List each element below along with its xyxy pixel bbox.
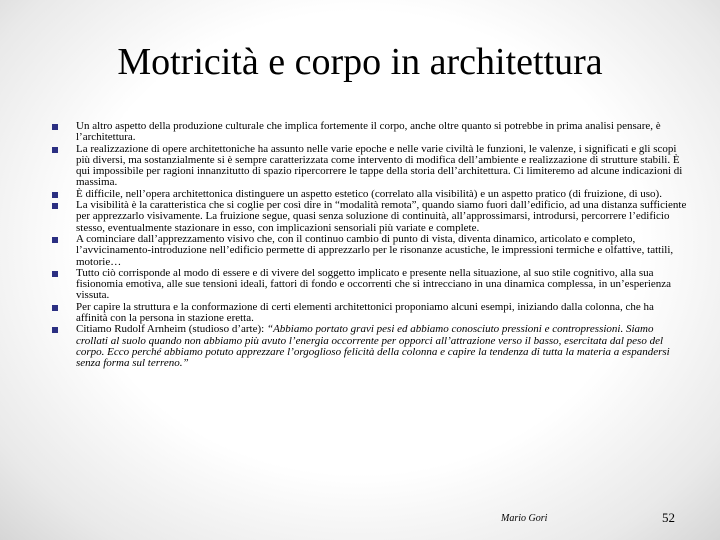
square-bullet-icon bbox=[52, 147, 58, 153]
bullet-item bbox=[52, 302, 688, 325]
bullet-item bbox=[52, 200, 688, 234]
square-bullet-icon bbox=[52, 237, 58, 243]
author-footer: Mario Gori bbox=[501, 513, 548, 524]
square-bullet-icon bbox=[52, 327, 58, 333]
square-bullet-icon bbox=[52, 124, 58, 130]
bullet-item bbox=[52, 234, 688, 268]
arnheim-quote: “Abbiamo portato gravi pesi ed abbiamo conosciuto pressioni e contropressioni. Siamo crollati al suolo quando non abbiamo più avuto l’energia occorrente per opporci all’attrazione verso il basso, esercitata dal peso del corpo. Ecco perché abbiamo potuto apprezzare l’orgoglioso felicità della colonna e capire la tendenza di tutta la materia a espandersi senza forma sul terreno.” bbox=[76, 323, 670, 370]
square-bullet-icon bbox=[52, 203, 58, 209]
square-bullet-icon bbox=[52, 271, 58, 277]
bullet-item bbox=[52, 324, 688, 369]
bullet-text: Per capire la struttura e la conformazione di certi elementi architettonici proponiamo alcuni esempi, iniziando dalla colonna, che ha affinità con la persona in stazione eretta. bbox=[76, 300, 654, 325]
bullet-text: La realizzazione di opere architettoniche ha assunto nelle varie epoche e nelle varie civiltà le funzioni, le valenze, i significati e gli scopi più diversi, ma sostanzialmente si è sempre caratterizzata come intervento di modifica dell’ambiente e realizzazione di strutture stabili. È qui impossibile per ragioni innanzitutto di spazio ripercorrere le tappe della storia dell’architettura. Ci limiteremo ad alcune indicazioni di massima. bbox=[76, 142, 683, 189]
bullet-item bbox=[52, 144, 688, 189]
bullet-item bbox=[52, 121, 688, 144]
square-bullet-icon bbox=[52, 305, 58, 311]
bullet-item bbox=[52, 268, 688, 302]
bullet-text: Citiamo Rudolf Arnheim (studioso d’arte): bbox=[76, 323, 267, 336]
bullet-list bbox=[52, 121, 688, 370]
slide-title: Motricità e corpo in architettura bbox=[117, 41, 603, 83]
page-number: 52 bbox=[662, 510, 675, 525]
bullet-text: Un altro aspetto della produzione culturale che implica fortemente il corpo, anche oltre quanto si potrebbe in prima analisi pensare, è l’architettura. bbox=[76, 120, 661, 144]
bullet-text: Tutto ciò corrisponde al modo di essere e di vivere del soggetto implicato e presente nella situazione, al suo stile cognitivo, alla sua fisionomia emotiva, alle sue tensioni ideali, fattori di fondo e occorrenti che si intrecciano in una dinamica complessa, in un’esperienza vissuta. bbox=[76, 266, 672, 302]
square-bullet-icon bbox=[52, 192, 58, 198]
bullet-text: La visibilità è la caratteristica che si coglie per così dire in “modalità remota”, quando siamo fuori dall’edificio, ad una distanza sufficiente per apprezzarlo visivamente. La fruizione segue, quasi senza soluzione di continuità, all’approssimarsi, introdursi, percorrere l’edificio stesso, eventualmente stazionare in esso, con implicazioni sensoriali più variate e complete. bbox=[76, 199, 687, 234]
bullet-text: A cominciare dall’apprezzamento visivo che, con il continuo cambio di punto di vista, diventa dinamico, articolato e completo, l’avvicinamento-introduzione nell’edificio permette di apprezzarlo per le risonanze acustiche, le impressioni termiche e olfattive, tattili, motorie… bbox=[76, 232, 674, 268]
bullet-text: È difficile, nell’opera architettonica distinguere un aspetto estetico (correlato alla visibilità) e un aspetto pratico (di fruizione, di uso). bbox=[76, 187, 662, 200]
